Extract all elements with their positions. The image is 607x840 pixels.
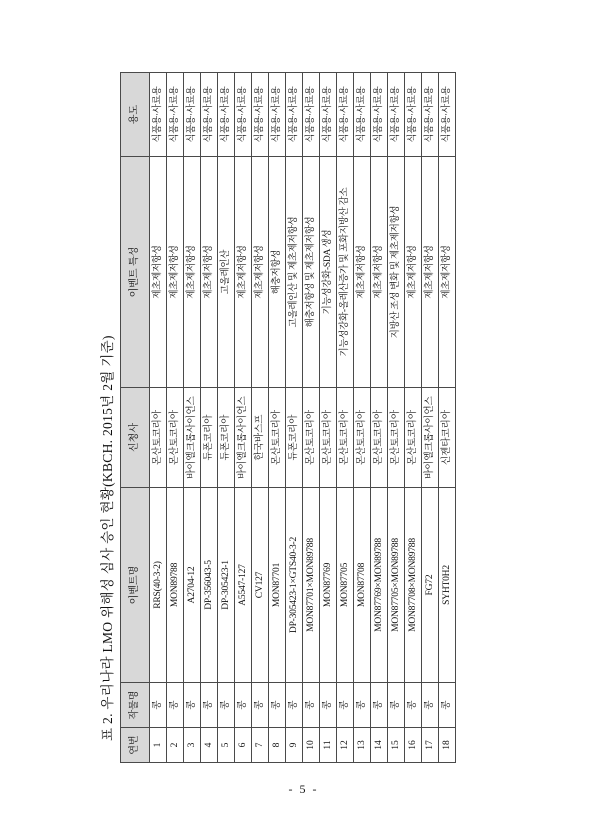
cell-no: 17	[422, 728, 439, 763]
cell-no: 11	[320, 728, 337, 763]
cell-no: 12	[337, 728, 354, 763]
cell-use: 식품용·사료용	[269, 73, 286, 157]
cell-use: 식품용·사료용	[286, 73, 303, 157]
cell-no: 13	[354, 728, 371, 763]
cell-no: 6	[235, 728, 252, 763]
cell-applicant: 한국바스프	[252, 388, 269, 488]
cell-crop: 콩	[320, 683, 337, 728]
cell-event: RRS(40-3-2)	[150, 488, 167, 683]
header-use: 용도	[121, 73, 150, 157]
cell-event: A2704-12	[184, 488, 201, 683]
table-row	[167, 73, 184, 763]
cell-applicant: 신젠타코리아	[439, 388, 456, 488]
table-row	[320, 73, 337, 763]
table-row	[439, 73, 456, 763]
cell-crop: 콩	[184, 683, 201, 728]
cell-no: 2	[167, 728, 184, 763]
cell-use: 식품용·사료용	[150, 73, 167, 157]
cell-event: DP-305423-1	[218, 488, 235, 683]
header-crop: 작물명	[121, 683, 150, 728]
lmo-approval-table	[120, 72, 456, 763]
table-row	[371, 73, 388, 763]
table-row	[150, 73, 167, 763]
cell-crop: 콩	[337, 683, 354, 728]
cell-use: 식품용·사료용	[405, 73, 422, 157]
cell-crop: 콩	[201, 683, 218, 728]
cell-applicant: 몬산토코리아	[269, 388, 286, 488]
table-row	[405, 73, 422, 763]
cell-event: FG72	[422, 488, 439, 683]
table-row	[218, 73, 235, 763]
cell-no: 7	[252, 728, 269, 763]
cell-no: 8	[269, 728, 286, 763]
cell-use: 식품용·사료용	[354, 73, 371, 157]
cell-event: DP-305423-1×GTS40-3-2	[286, 488, 303, 683]
cell-trait: 고올레인산	[218, 157, 235, 388]
cell-trait: 제초제저항성	[184, 157, 201, 388]
cell-use: 식품용·사료용	[218, 73, 235, 157]
cell-trait: 제초제저항성	[405, 157, 422, 388]
cell-crop: 콩	[371, 683, 388, 728]
cell-use: 식품용·사료용	[371, 73, 388, 157]
cell-trait: 기능성강화-올레산증가 및 포화지방산 감소	[337, 157, 354, 388]
cell-applicant: 듀폰코리아	[218, 388, 235, 488]
header-no: 연번	[121, 728, 150, 763]
cell-applicant: 몬산토코리아	[405, 388, 422, 488]
cell-crop: 콩	[167, 683, 184, 728]
cell-use: 식품용·사료용	[184, 73, 201, 157]
cell-event: MON87705×MON89788	[388, 488, 405, 683]
header-event: 이벤트명	[121, 488, 150, 683]
cell-no: 1	[150, 728, 167, 763]
cell-event: MON89788	[167, 488, 184, 683]
cell-applicant: 몬산토코리아	[371, 388, 388, 488]
cell-crop: 콩	[218, 683, 235, 728]
cell-no: 5	[218, 728, 235, 763]
cell-crop: 콩	[405, 683, 422, 728]
cell-crop: 콩	[252, 683, 269, 728]
cell-trait: 제초제저항성	[371, 157, 388, 388]
cell-applicant: 바이엘크롭사이언스	[235, 388, 252, 488]
cell-use: 식품용·사료용	[303, 73, 320, 157]
cell-event: A5547-127	[235, 488, 252, 683]
cell-use: 식품용·사료용	[337, 73, 354, 157]
cell-no: 4	[201, 728, 218, 763]
cell-event: CV127	[252, 488, 269, 683]
cell-no: 3	[184, 728, 201, 763]
cell-trait: 고올레인산 및 제초제저항성	[286, 157, 303, 388]
cell-no: 15	[388, 728, 405, 763]
table-row	[184, 73, 201, 763]
cell-crop: 콩	[354, 683, 371, 728]
cell-crop: 콩	[388, 683, 405, 728]
cell-use: 식품용·사료용	[235, 73, 252, 157]
cell-crop: 콩	[150, 683, 167, 728]
cell-applicant: 몬산토코리아	[303, 388, 320, 488]
cell-no: 9	[286, 728, 303, 763]
cell-applicant: 듀폰코리아	[201, 388, 218, 488]
table-row	[286, 73, 303, 763]
cell-trait: 제초제저항성	[167, 157, 184, 388]
table-row	[201, 73, 218, 763]
page-number: - 5 -	[288, 782, 319, 796]
cell-applicant: 몬산토코리아	[337, 388, 354, 488]
cell-applicant: 몬산토코리아	[150, 388, 167, 488]
cell-trait: 제초제저항성	[252, 157, 269, 388]
cell-no: 16	[405, 728, 422, 763]
cell-use: 식품용·사료용	[439, 73, 456, 157]
cell-crop: 콩	[269, 683, 286, 728]
cell-applicant: 바이엘크롭사이언스	[422, 388, 439, 488]
table-row	[303, 73, 320, 763]
cell-no: 14	[371, 728, 388, 763]
cell-applicant: 몬산토코리아	[167, 388, 184, 488]
cell-trait: 제초제저항성	[235, 157, 252, 388]
cell-use: 식품용·사료용	[422, 73, 439, 157]
cell-trait: 제초제저항성	[150, 157, 167, 388]
cell-event: MON87708×MON89788	[405, 488, 422, 683]
cell-use: 식품용·사료용	[320, 73, 337, 157]
cell-event: MON87705	[337, 488, 354, 683]
cell-applicant: 듀폰코리아	[286, 388, 303, 488]
cell-event: SYHT0H2	[439, 488, 456, 683]
table-row	[337, 73, 354, 763]
cell-applicant: 몬산토코리아	[354, 388, 371, 488]
cell-trait: 기능성강화-SDA 생성	[320, 157, 337, 388]
cell-applicant: 몬산토코리아	[388, 388, 405, 488]
cell-event: MON87708	[354, 488, 371, 683]
cell-event: MON87769×MON89788	[371, 488, 388, 683]
cell-crop: 콩	[303, 683, 320, 728]
header-trait: 이벤트 특성	[121, 157, 150, 388]
cell-trait: 해충저항성	[269, 157, 286, 388]
cell-use: 식품용·사료용	[167, 73, 184, 157]
cell-use: 식품용·사료용	[252, 73, 269, 157]
cell-applicant: 바이엘크롭사이언스	[184, 388, 201, 488]
table-header-row	[121, 73, 150, 763]
rotated-table-block	[96, 71, 456, 763]
cell-event: MON87701×MON89788	[303, 488, 320, 683]
table-title: 표 2. 우리나라 LMO 위해성 심사 승인 현황(KBCH. 2015년 2월 기준)	[100, 335, 115, 741]
header-applicant: 신청사	[121, 388, 150, 488]
cell-no: 18	[439, 728, 456, 763]
cell-crop: 콩	[235, 683, 252, 728]
cell-crop: 콩	[422, 683, 439, 728]
cell-trait: 제초제저항성	[354, 157, 371, 388]
cell-applicant: 몬산토코리아	[320, 388, 337, 488]
cell-trait: 해충저항성 및 제초제저항성	[303, 157, 320, 388]
table-row	[252, 73, 269, 763]
cell-event: MON87769	[320, 488, 337, 683]
cell-crop: 콩	[286, 683, 303, 728]
cell-trait: 지방산 조성 변화 및 제초제저항성	[388, 157, 405, 388]
cell-use: 식품용·사료용	[201, 73, 218, 157]
cell-trait: 제초제저항성	[439, 157, 456, 388]
cell-event: DP-356043-5	[201, 488, 218, 683]
cell-crop: 콩	[439, 683, 456, 728]
cell-use: 식품용·사료용	[388, 73, 405, 157]
cell-trait: 제초제저항성	[201, 157, 218, 388]
table-row	[388, 73, 405, 763]
table-row	[269, 73, 286, 763]
table-row	[354, 73, 371, 763]
cell-event: MON87701	[269, 488, 286, 683]
cell-trait: 제초제저항성	[422, 157, 439, 388]
cell-no: 10	[303, 728, 320, 763]
table-row	[422, 73, 439, 763]
table-row	[235, 73, 252, 763]
